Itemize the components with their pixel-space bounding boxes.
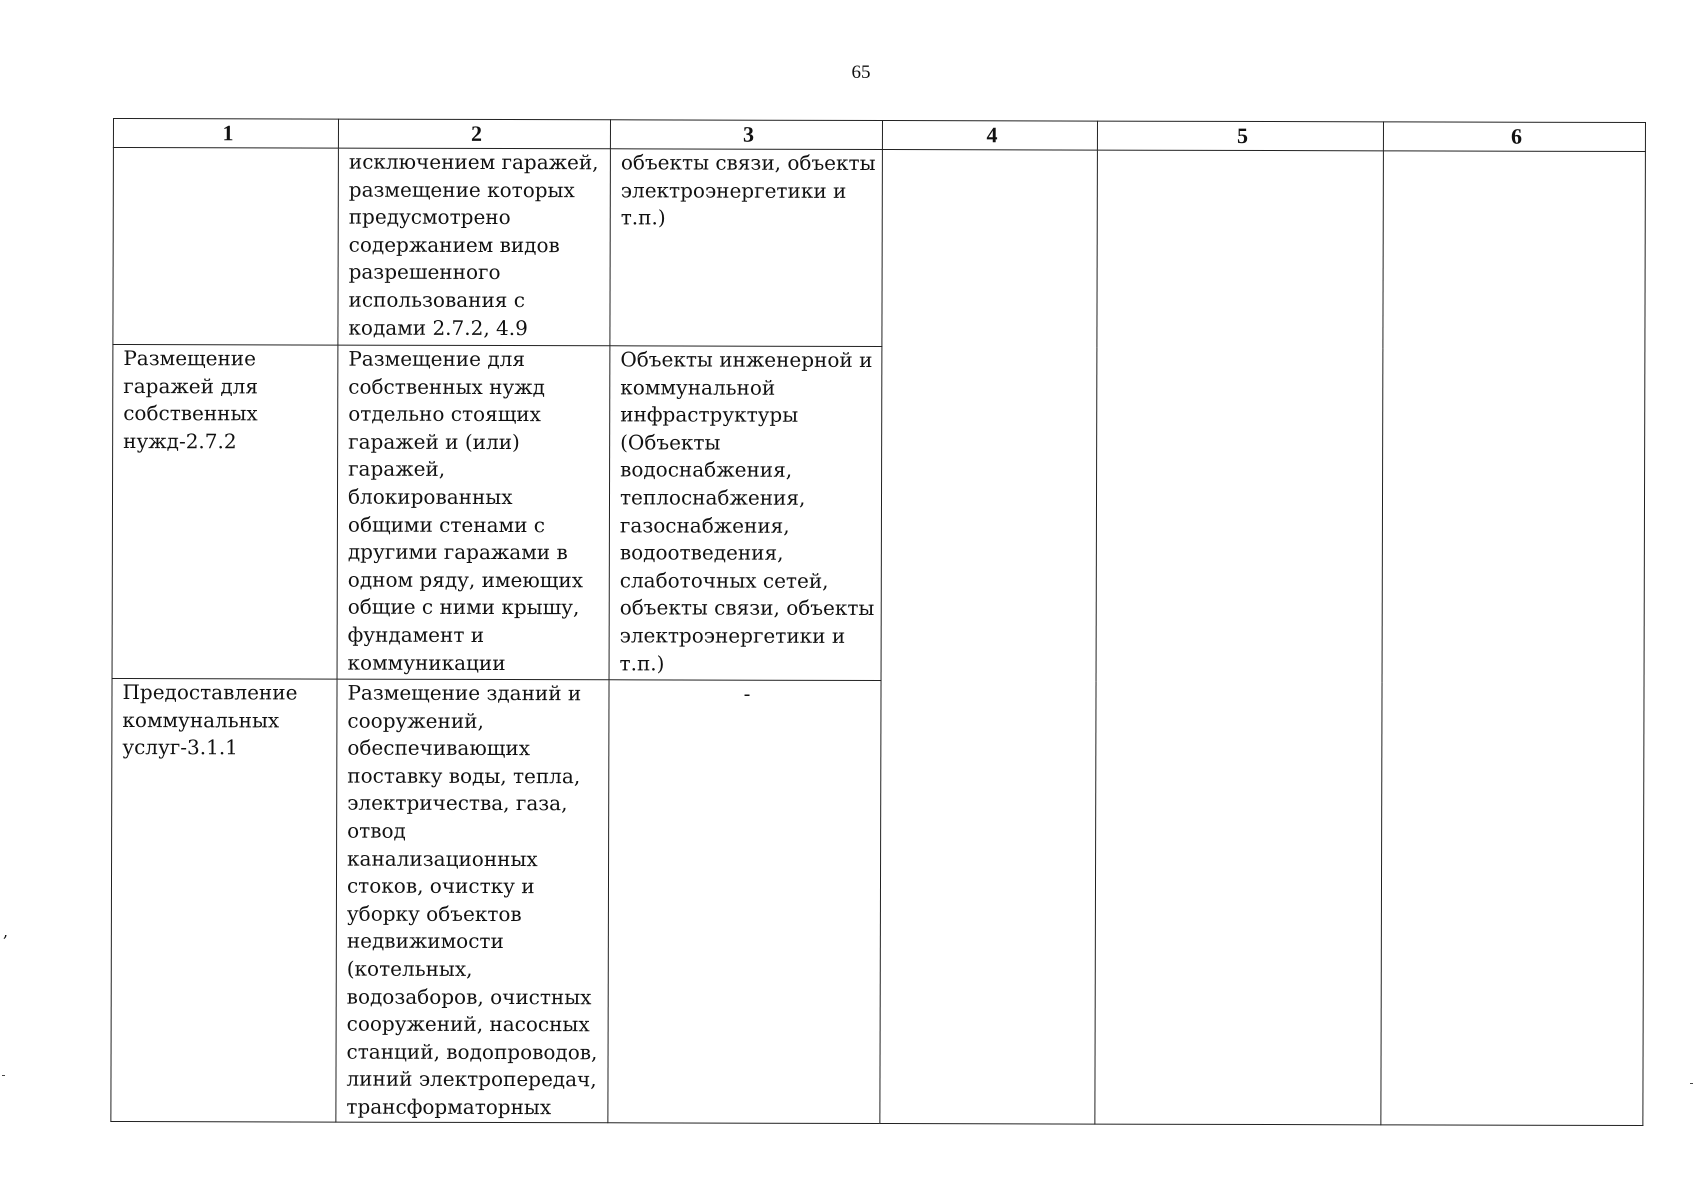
auxiliary-objects-text: -	[743, 681, 751, 706]
cell-auxiliary-objects	[608, 680, 881, 1123]
use-type-text: Размещение гаражей для собственных нужд-2.7.2	[123, 346, 259, 454]
header-col-5: 5	[1097, 121, 1383, 151]
cell-use-type	[111, 678, 337, 1121]
cell-col-4-merged	[880, 150, 1098, 1124]
auxiliary-objects-text: Объекты инженерной и коммунальной инфраструктуры (Объекты водоснабжения, теплоснабжения, газоснабжения, водоотведения, слаботочных сетей, объекты связи, объекты электроэнергетики и т.п.)	[619, 347, 875, 675]
auxiliary-objects-text: объекты связи, объекты электроэнергетики и т.п.)	[620, 150, 876, 230]
header-col-3: 3	[610, 120, 882, 150]
table-header-row	[113, 119, 1645, 152]
col-4-text	[893, 150, 1091, 151]
cell-auxiliary-objects	[610, 149, 883, 347]
cell-use-type	[113, 148, 339, 346]
scan-mark-left	[2, 1075, 5, 1076]
use-type-text	[124, 148, 332, 149]
page-number: 65	[851, 62, 871, 83]
header-col-2: 2	[338, 119, 610, 149]
col-6-text	[1394, 151, 1639, 152]
description-text: Размещение зданий и сооружений, обеспечивающих поставку воды, тепла, электричества, газа, отвод канализационных стоков, очистку и уборку объектов недвижимости (котельных, водозаборов, очистных сооружений, насосных станций, водопроводов, линий электропередач, трансформаторных	[346, 680, 598, 1120]
land-use-table	[110, 118, 1646, 1126]
header-col-1: 1	[113, 119, 338, 149]
cell-col-6-merged	[1381, 151, 1646, 1125]
scan-mark-right	[1690, 1083, 1693, 1084]
description-text: исключением гаражей, размещение которых предусмотрено содержанием видов разрешенного использования с кодами 2.7.2, 4.9	[348, 149, 599, 340]
header-col-4: 4	[882, 121, 1097, 151]
cell-col-5-merged	[1095, 150, 1384, 1124]
cell-description	[336, 679, 609, 1122]
use-type-text: Предоставление коммунальных услуг-3.1.1	[122, 680, 298, 760]
cell-description	[337, 345, 610, 680]
cell-auxiliary-objects	[609, 346, 882, 681]
table-row	[113, 148, 1646, 349]
scan-mark-comma: ,	[3, 922, 9, 941]
cell-description	[338, 148, 611, 346]
cell-use-type	[112, 345, 338, 680]
description-text: Размещение для собственных нужд отдельно стоящих гаражей и (или) гаражей, блокированных общими стенами с другими гаражами в одном ряду, имеющих общие с ними крышу, фундамент и коммуникации	[347, 346, 584, 675]
header-col-6: 6	[1383, 122, 1645, 152]
col-5-text	[1108, 151, 1377, 152]
